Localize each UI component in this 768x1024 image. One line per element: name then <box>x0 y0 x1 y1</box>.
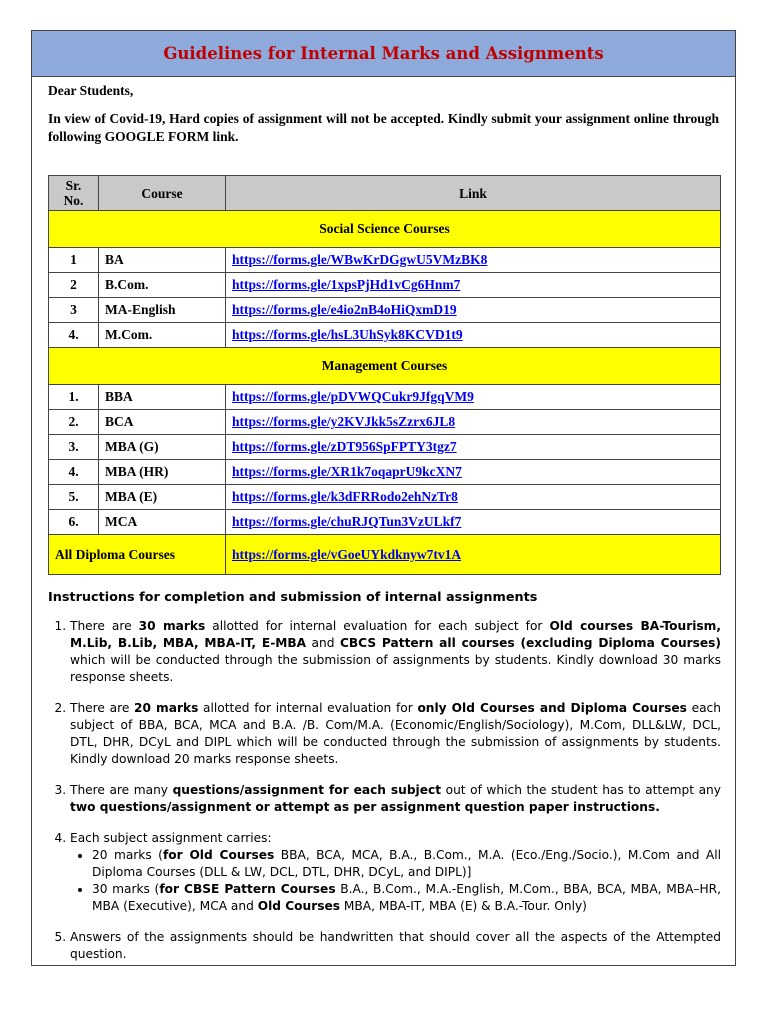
table-header-row <box>49 176 721 211</box>
instruction-item <box>70 782 721 816</box>
instruction-item <box>70 700 721 768</box>
section-management <box>49 348 721 385</box>
course-name: BBA <box>99 385 226 410</box>
section-title: Management Courses <box>49 348 721 385</box>
text-bold: Old Courses <box>257 899 341 913</box>
form-link[interactable]: https://forms.gle/zDT956SpFPTY3tgz7 <box>232 439 457 454</box>
table-row <box>49 323 721 348</box>
header-link: Link <box>226 176 721 211</box>
sr-no: 2. <box>49 410 99 435</box>
text-bold: CBCS Pattern all courses (excluding Diploma Courses) <box>339 636 721 650</box>
text: BBA, BCA, MCA, B.A., B.Com., M.A. (Eco./Eng./Socio.), M.Com and All Diploma Courses (DLL & LW, DCL, DTL, DHR, DCyL, and DIPL)] <box>92 848 721 879</box>
sr-no: 3 <box>49 298 99 323</box>
course-name: MBA (HR) <box>99 460 226 485</box>
table-row <box>49 485 721 510</box>
section-title: Social Science Courses <box>49 211 721 248</box>
sr-no: 5. <box>49 485 99 510</box>
text: Each subject assignment carries: <box>70 831 272 845</box>
course-name: MBA (G) <box>99 435 226 460</box>
form-link[interactable]: https://forms.gle/k3dFRRodo2ehNzTr8 <box>232 489 458 504</box>
instructions-list <box>48 618 721 963</box>
text-bold: Old courses BA-Tourism, M.Lib, B.Lib, MBA, MBA-IT, E-MBA <box>70 619 721 650</box>
list-item <box>92 847 721 881</box>
table-row <box>49 385 721 410</box>
text: each subject of BBA, BCA, MCA and B.A. /B. Com/M.A. (Economic/English/Sociology), M.Com, DLL&LW, DCL, DTL, DHR, DCyL and DIPL which will be conducted through the submission of assignments by students. Kindly download 20 marks response sheets. <box>70 701 721 766</box>
form-link[interactable]: https://forms.gle/1xpsPjHd1vCg6Hnm7 <box>232 277 461 292</box>
sr-no: 4. <box>49 323 99 348</box>
text: out of which the student has to attempt any <box>441 783 721 797</box>
salutation: Dear Students, <box>48 83 134 98</box>
course-name: BCA <box>99 410 226 435</box>
table-row <box>49 435 721 460</box>
instruction-item: 5. Answers of the assignments should be handwritten that should cover all the aspects of the Attempted question. <box>70 929 721 963</box>
form-link[interactable]: https://forms.gle/e4io2nB4oHiQxmD19 <box>232 302 457 317</box>
course-name: MCA <box>99 510 226 535</box>
header-sr-no: Sr. No. <box>49 176 99 211</box>
instructions-section <box>48 589 721 977</box>
text-bold: questions/assignment for each subject <box>172 783 442 797</box>
instructions-title: Instructions for completion and submission of internal assignments <box>48 590 538 605</box>
table-row <box>49 273 721 298</box>
text: MBA, MBA-IT, MBA (E) & B.A.-Tour. Only) <box>340 899 587 913</box>
document-page <box>31 30 736 966</box>
text-bold: two questions/assignment or attempt as per assignment question paper instructions. <box>70 800 660 814</box>
course-name: All Diploma Courses <box>49 535 226 575</box>
form-link[interactable]: https://forms.gle/WBwKrDGgwU5VMzBK8 <box>232 252 488 267</box>
course-name: MA-English <box>99 298 226 323</box>
text: and <box>306 636 340 650</box>
form-link[interactable]: https://forms.gle/XR1k7oqaprU9kcXN7 <box>232 464 462 479</box>
text-bold: for Old Courses <box>162 848 275 862</box>
text: allotted for internal evaluation for each subject for <box>205 619 550 633</box>
form-link[interactable]: https://forms.gle/pDVWQCukr9JfgqVM9 <box>232 389 474 404</box>
text: There are <box>70 619 139 633</box>
covid-notice: In view of Covid-19, Hard copies of assignment will not be accepted. Kindly submit your assignment online through following GOOGLE FORM link. <box>48 111 719 144</box>
marks-list <box>70 847 721 915</box>
table-row <box>49 248 721 273</box>
list-item <box>92 881 721 915</box>
course-name: BA <box>99 248 226 273</box>
table-row <box>49 298 721 323</box>
sr-no: 1 <box>49 248 99 273</box>
text: 30 marks ( <box>92 882 160 896</box>
text-bold: 20 marks <box>134 701 199 715</box>
sr-no: 1. <box>49 385 99 410</box>
form-link[interactable]: https://forms.gle/chuRJQTun3VzULkf7 <box>232 514 462 529</box>
section-social-science <box>49 211 721 248</box>
intro-section <box>32 82 735 146</box>
text: which will be conducted through the submission of assignments by students. Kindly download 30 marks response sheets. <box>70 653 721 684</box>
sr-no: 4. <box>49 460 99 485</box>
text: allotted for internal evaluation for <box>198 701 418 715</box>
page-title: Guidelines for Internal Marks and Assignments <box>163 44 604 63</box>
text-bold: 30 marks <box>138 619 206 633</box>
table-row <box>49 460 721 485</box>
text: There are <box>70 701 135 715</box>
text: B.A., B.Com., M.A.-English, M.Com., BBA, BCA, MBA, MBA–HR, MBA (Executive), MCA and <box>92 882 722 913</box>
form-link[interactable]: https://forms.gle/y2KVJkk5sZzrx6JL8 <box>232 414 456 429</box>
text: There are many <box>70 783 173 797</box>
form-link[interactable]: https://forms.gle/hsL3UhSyk8KCVD1t9 <box>232 327 463 342</box>
sr-no: 2 <box>49 273 99 298</box>
table-row <box>49 410 721 435</box>
course-name: B.Com. <box>99 273 226 298</box>
links-table <box>48 175 721 575</box>
header-course: Course <box>99 176 226 211</box>
title-banner <box>32 31 735 77</box>
form-link[interactable]: https://forms.gle/vGoeUYkdknyw7tv1A <box>232 546 462 562</box>
course-name: M.Com. <box>99 323 226 348</box>
instruction-item <box>70 830 721 915</box>
table-row <box>49 510 721 535</box>
instruction-item <box>70 618 721 686</box>
text-bold: only Old Courses and Diploma Courses <box>417 701 687 715</box>
diploma-row <box>49 535 721 575</box>
text-bold: for CBSE Pattern Courses <box>159 882 336 896</box>
text: 20 marks ( <box>92 848 163 862</box>
course-name: MBA (E) <box>99 485 226 510</box>
sr-no: 3. <box>49 435 99 460</box>
sr-no: 6. <box>49 510 99 535</box>
